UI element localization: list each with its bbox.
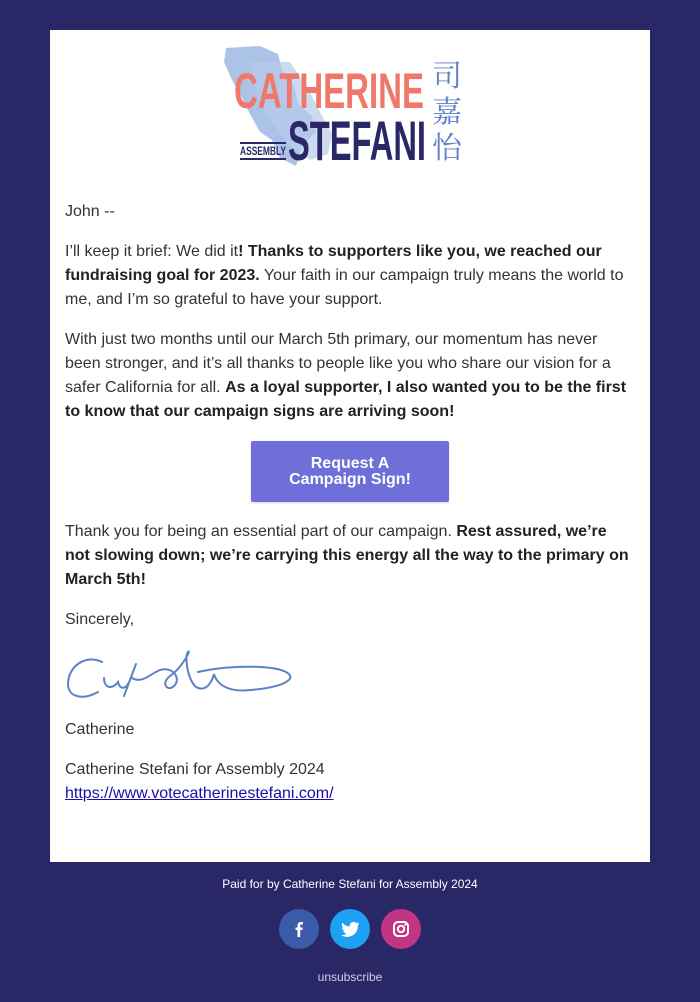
p3-lead: Thank you for being an essential part of our campaign. <box>65 523 457 540</box>
signer-name: Catherine <box>65 721 135 738</box>
social-links <box>0 909 700 949</box>
paragraph-fundraising <box>65 240 635 312</box>
twitter-icon[interactable] <box>330 909 370 949</box>
p2-lead: With just two months until our March 5th primary, our momentum has never been stronger, and it’s all thanks to people like you who share our vision for a safer California for all. <box>65 331 611 396</box>
website-link[interactable]: https://www.votecatherinestefani.com/ <box>65 785 334 802</box>
instagram-icon[interactable] <box>381 909 421 949</box>
p2-bold: As a loyal supporter, I also wanted you to be the first to know that our campaign signs are arriving soon! <box>65 379 627 420</box>
logo-last-name: STEFANI <box>288 109 426 170</box>
logo-tag: ASSEMBLY <box>240 144 286 158</box>
paid-for-disclaimer: Paid for by Catherine Stefani for Assembly 2024 <box>222 877 478 891</box>
p3-bold: Rest assured, we’re not slowing down; we’re carrying this energy all the way to the primary on March 5th! <box>65 523 629 588</box>
request-sign-button[interactable] <box>251 441 449 502</box>
closing: Sincerely, <box>65 611 135 628</box>
org-block <box>65 758 635 806</box>
facebook-icon[interactable] <box>279 909 319 949</box>
campaign-logo <box>220 42 470 170</box>
p1-bold: ! Thanks to supporters like you, we reached our fundraising goal for 2023. <box>65 243 602 284</box>
paragraph-momentum <box>65 328 635 424</box>
p1-rest: Your faith in our campaign truly means the world to me, and I’m so grateful to have your support. <box>65 267 624 308</box>
logo-chinese-1: 司 <box>432 59 462 94</box>
logo-first-name: CATHERINE <box>234 63 424 119</box>
logo-chinese-3: 怡 <box>432 131 462 166</box>
p1-lead: I’ll keep it brief: We did it <box>65 243 239 260</box>
request-sign-label: Request A Campaign Sign! <box>289 454 411 488</box>
paragraph-thanks <box>65 520 635 592</box>
unsubscribe-link[interactable]: unsubscribe <box>317 970 383 984</box>
greeting: John -- <box>65 203 115 220</box>
signature-image <box>64 644 296 706</box>
logo-chinese-2: 嘉 <box>432 95 462 130</box>
org-name: Catherine Stefani for Assembly 2024 <box>65 761 325 778</box>
email-card <box>50 30 650 862</box>
